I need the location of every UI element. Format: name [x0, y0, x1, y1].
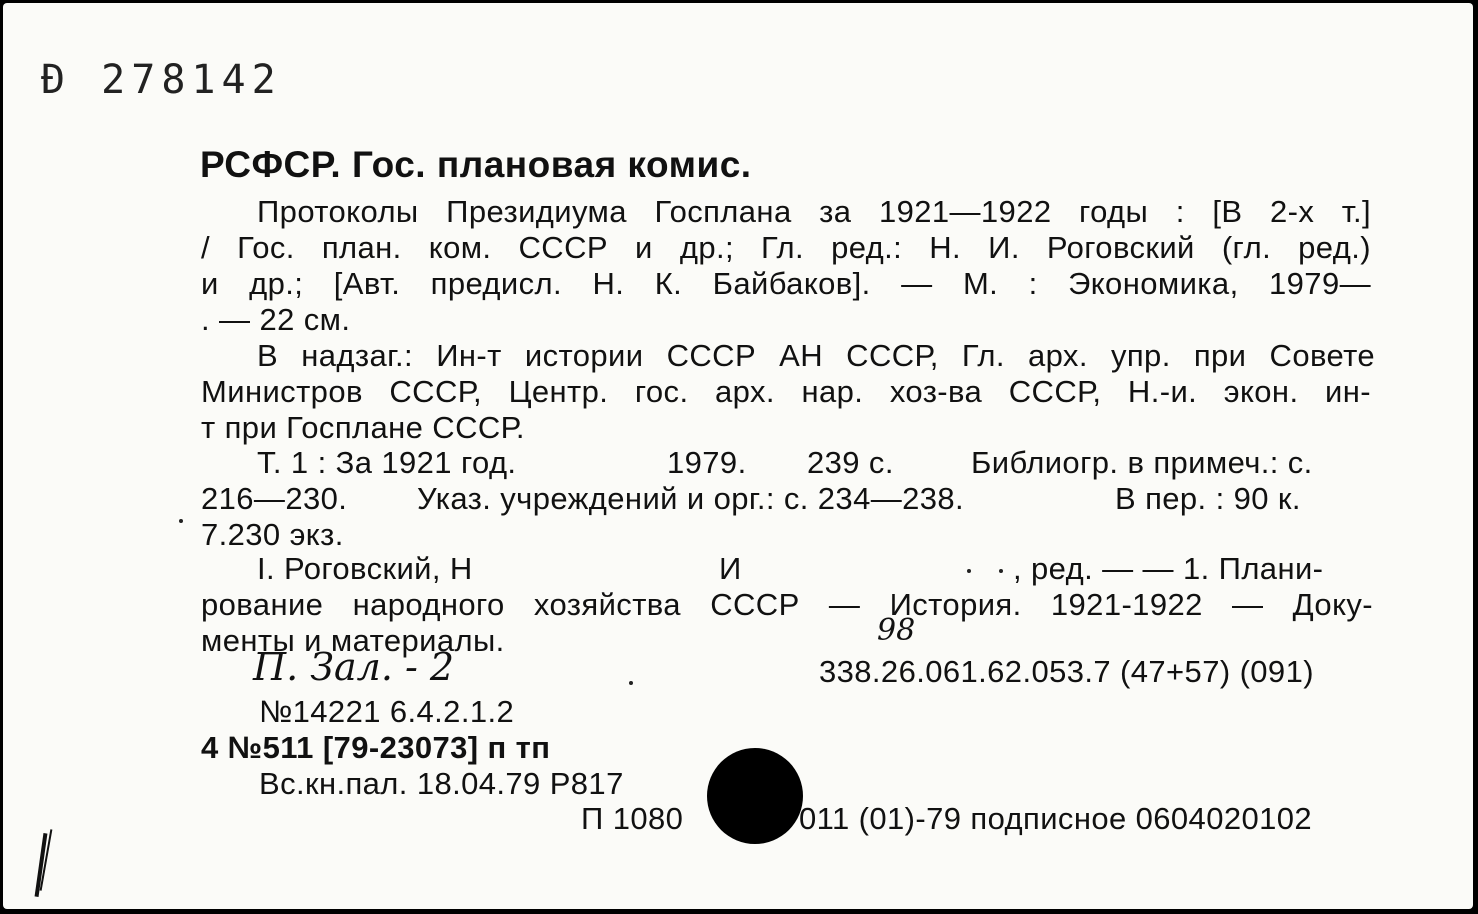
chamber-stamp: Вс.кн.пал. 18.04.79 Р817 [259, 766, 624, 801]
volume-biblio: Библиогр. в примеч.: с. [971, 445, 1313, 480]
tracing-rest: , ред. — — 1. Плани- [1013, 551, 1324, 586]
bottom-code-left: П 1080 [581, 801, 684, 836]
title-line-2: / Гос. план. ком. СССР и др.; Гл. ред.: Н. И. Роговский (гл. ред.) [201, 230, 1371, 265]
volume-index: Указ. учреждений и орг.: с. 234—238. [417, 481, 965, 516]
punch-hole [707, 748, 803, 844]
note-line-2: Министров СССР, Центр. гос. арх. нар. хоз-ва СССР, Н.-и. экон. ин- [201, 374, 1371, 409]
udc-code: 338.26.061.62.053.7 (47+57) (091) [819, 654, 1314, 689]
title-line-3: и др.; [Авт. предисл. Н. К. Байбаков]. — М. : Экономика, 1979— [201, 266, 1371, 301]
tracing-line-3: менты и материалы. [201, 623, 505, 658]
handwritten-correction: 98 [877, 613, 916, 648]
ink-speck [999, 569, 1003, 573]
volume-pages: 239 с. [807, 445, 894, 480]
volume-title: Т. 1 : За 1921 год. [257, 445, 517, 480]
print-run: 7.230 экз. [201, 517, 344, 552]
title-line-1: Протоколы Президиума Госплана за 1921—1922 годы : [В 2-х т.] [257, 194, 1371, 229]
ink-speck [967, 569, 971, 573]
volume-year: 1979. [667, 445, 747, 480]
card-heading: РСФСР. Гос. плановая комис. [200, 144, 752, 185]
note-line-3: т при Госплане СССР. [201, 410, 525, 445]
note-line-1: В надзаг.: Ин-т истории СССР АН СССР, Гл. арх. упр. при Совете [257, 338, 1375, 373]
catalog-card [3, 3, 1473, 909]
title-line-4: . — 22 см. [201, 302, 351, 337]
catalog-number: Ð 278142 [41, 57, 282, 103]
handwritten-location: П. Зал. - 2 [253, 645, 455, 689]
tracing-author: I. Роговский, Н [257, 551, 473, 586]
volume-range: 216—230. [201, 481, 348, 516]
ink-speck [629, 681, 633, 685]
bottom-code-right: 011 (01)-79 подписное 0604020102 [799, 801, 1313, 836]
tracing-initial: И [719, 551, 742, 586]
record-number: №14221 6.4.2.1.2 [259, 694, 515, 729]
tracing-line-2: рование народного хозяйства СССР — История. 1921-1922 — Доку- [201, 587, 1373, 622]
print-number: 4 №511 [79-23073] п тп [201, 730, 551, 765]
ink-speck [179, 519, 183, 523]
volume-price: В пер. : 90 к. [1115, 481, 1301, 516]
